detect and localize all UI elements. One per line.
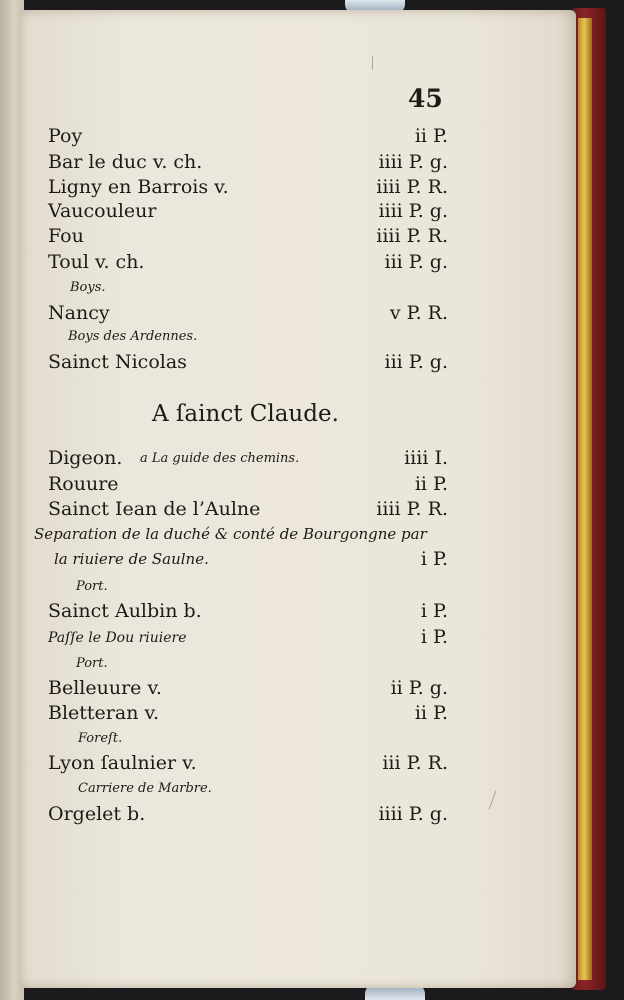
place-name: Sainct Iean de l’Aulne (48, 498, 261, 520)
boundary-note: la riuiere de Saulne. (54, 550, 209, 568)
list-item (28, 251, 448, 277)
section-heading: A ſainct Claude. (152, 401, 339, 427)
list-item (28, 498, 448, 524)
list-item (28, 626, 448, 652)
list-item (28, 752, 448, 778)
place-name: Ligny en Barrois v. (48, 176, 229, 198)
distance: ii P. (414, 473, 448, 495)
list-item (28, 176, 448, 202)
distance: iii P. g. (384, 251, 448, 273)
place-name: Sainct Aulbin b. (48, 600, 202, 622)
list-item (28, 151, 448, 177)
list-item (28, 473, 448, 499)
distance: ii P. g. (390, 677, 448, 699)
distance: i P. (420, 600, 448, 622)
list-item (28, 702, 448, 728)
route-note: Boys des Ardennes. (68, 329, 198, 344)
page-number: 45 (408, 84, 443, 113)
list-item (28, 351, 448, 377)
distance: iiii P. g. (378, 200, 448, 222)
distance: iiii P. R. (376, 498, 448, 520)
list-item (28, 548, 448, 574)
distance: iiii P. R. (376, 176, 448, 198)
distance: i P. (420, 548, 448, 570)
list-item (28, 302, 448, 328)
place-name: Bar le duc v. ch. (48, 151, 203, 173)
place-name: Sainct Nicolas (48, 351, 187, 373)
route-note: Boys. (70, 280, 106, 295)
list-item (28, 225, 448, 251)
place-name: Vaucouleur (48, 200, 157, 222)
list-item (28, 600, 448, 626)
pencil-mark (372, 56, 373, 70)
place-name: Fou (48, 225, 84, 247)
distance: iiii P. g. (378, 151, 448, 173)
place-name: Digeon. (48, 447, 123, 469)
distance: v P. R. (389, 302, 448, 324)
list-item (28, 447, 448, 473)
route-note: a La guide des chemins. (140, 451, 300, 466)
place-name: Lyon ſaulnier v. (48, 752, 197, 774)
distance: i P. (420, 626, 448, 648)
distance: iii P. g. (384, 351, 448, 373)
distance: ii P. (414, 125, 448, 147)
list-item (28, 200, 448, 226)
pencil-mark (489, 790, 497, 809)
boundary-note: Separation de la duché & conté de Bourgongne par (34, 525, 427, 543)
route-note: Port. (76, 579, 108, 594)
list-item (28, 125, 448, 151)
place-name: Nancy (48, 302, 110, 324)
distance: iii P. R. (382, 752, 448, 774)
place-name: Rouure (48, 473, 119, 495)
route-note: Foreſt. (78, 731, 123, 746)
distance: iiii I. (404, 447, 448, 469)
book-page (20, 10, 576, 988)
gilt-page-edge (578, 18, 592, 980)
place-name: Paſſe le Dou riuiere (48, 630, 187, 646)
list-item (28, 677, 448, 703)
place-name: Toul v. ch. (48, 251, 145, 273)
place-name: Orgelet b. (48, 803, 146, 825)
distance: iiii P. R. (376, 225, 448, 247)
place-name: Poy (48, 125, 83, 147)
place-name: Belleuure v. (48, 677, 162, 699)
place-name: Bletteran v. (48, 702, 160, 724)
list-item (28, 803, 448, 829)
route-note: Port. (76, 656, 108, 671)
distance: iiii P. g. (378, 803, 448, 825)
route-note: Carriere de Marbre. (78, 781, 212, 796)
distance: ii P. (414, 702, 448, 724)
